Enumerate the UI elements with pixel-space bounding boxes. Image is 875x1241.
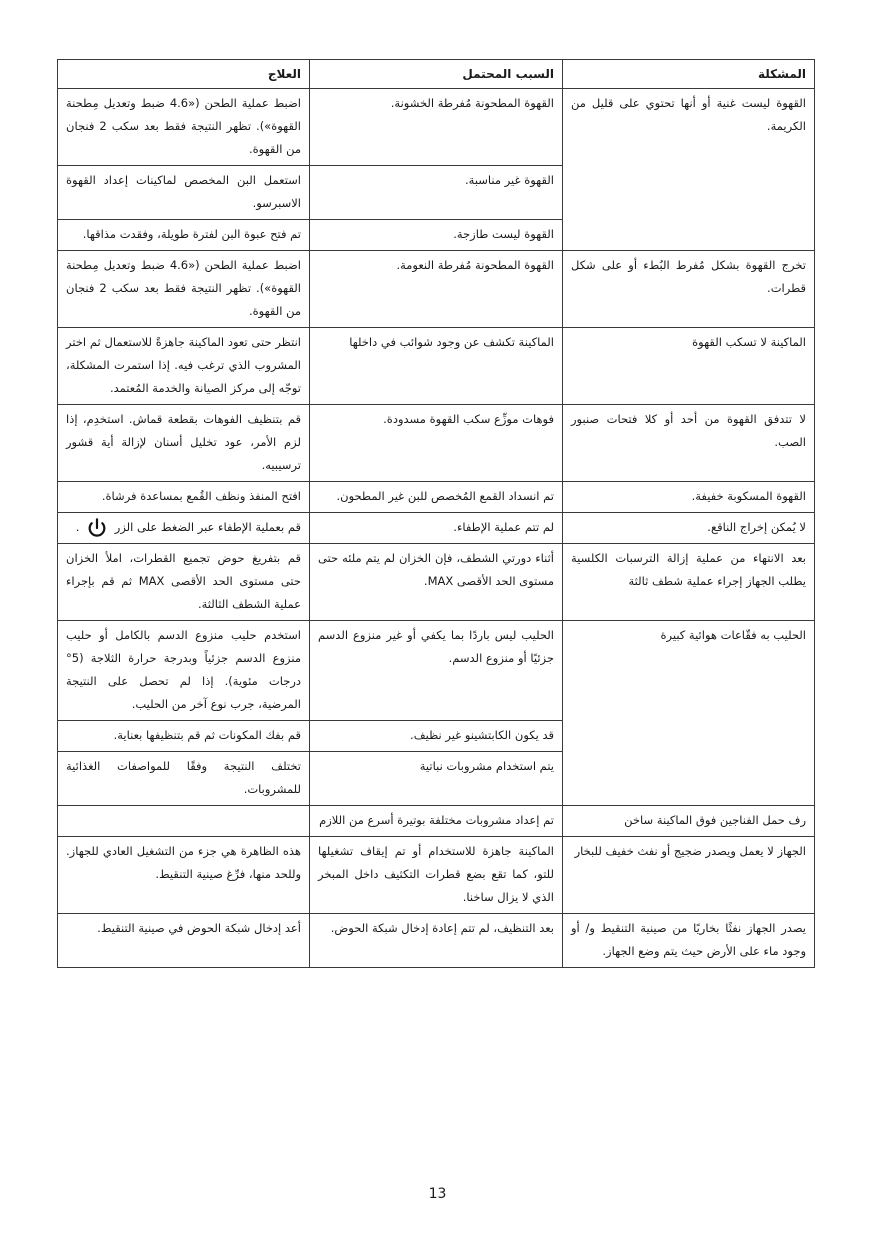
solution-cell: هذه الظاهرة هي جزء من التشغيل العادي للجهاز. وللحد منها، فرِّغ صينية التنقيط.	[58, 837, 310, 914]
solution-cell: تم فتح عبوة البن لفترة طويلة، وفقدت مذاقها.	[58, 220, 310, 251]
cause-cell: بعد التنظيف، لم تتم إعادة إدخال شبكة الحوض.	[310, 914, 563, 968]
cause-cell: الماكينة جاهزة للاستخدام أو تم إيقاف تشغيلها للتو، كما تقع بضع قطرات التكثيف داخل المبخر الذي لا يزال ساخنا.	[310, 837, 563, 914]
table-row	[58, 513, 815, 544]
cause-cell: لم تتم عملية الإطفاء.	[310, 513, 563, 544]
solution-cell: استعمل البن المخصص لماكينات إعداد القهوة الاسبرسو.	[58, 166, 310, 220]
solution-text: قم بعملية الإطفاء عبر الضغط على الزر	[114, 520, 301, 534]
problem-cell: الحليب به فقّاعات هوائية كبيرة	[563, 621, 815, 806]
solution-text-end: .	[75, 520, 80, 534]
solution-cell: أعد إدخال شبكة الحوض في صينية التنقيط.	[58, 914, 310, 968]
cause-cell: تم إعداد مشروبات مختلفة بوتيرة أسرع من اللازم	[310, 806, 563, 837]
problem-cell: الجهاز لا يعمل ويصدر ضجيج أو نفث خفيف للبخار	[563, 837, 815, 914]
solution-cell	[58, 806, 310, 837]
page-number: 13	[428, 1186, 447, 1202]
problem-cell: يصدر الجهاز نفثًا بخاريًا من صينية التنقيط و/ أو وجود ماء على الأرض حيث يتم وضع الجهاز.	[563, 914, 815, 968]
table-row	[58, 806, 815, 837]
solution-cell: قم بفك المكونات ثم قم بتنظيفها بعناية.	[58, 721, 310, 752]
cause-cell: القهوة المطحونة مُفرطة النعومة.	[310, 251, 563, 328]
cause-cell: تم انسداد القمع المُخصص للبن غير المطحون.	[310, 482, 563, 513]
table-row	[58, 914, 815, 968]
problem-cell: لا تتدفق القهوة من أحد أو كلا فتحات صنبور الصب.	[563, 405, 815, 482]
cause-cell: يتم استخدام مشروبات نباتية	[310, 752, 563, 806]
problem-cell: بعد الانتهاء من عملية إزالة الترسبات الكلسية يطلب الجهاز إجراء عملية شطف ثالثة	[563, 544, 815, 621]
header-solution: العلاج	[58, 60, 310, 89]
table-row	[58, 251, 815, 328]
cause-cell: الحليب ليس باردًا بما يكفي أو غير منزوع الدسم جزئيًا أو منزوع الدسم.	[310, 621, 563, 721]
table-row	[58, 621, 815, 721]
table-row	[58, 89, 815, 166]
table-row	[58, 544, 815, 621]
cause-cell: القهوة غير مناسبة.	[310, 166, 563, 220]
problem-cell: القهوة المسكوبة خفيفة.	[563, 482, 815, 513]
problem-cell: لا يُمكن إخراج الناقع.	[563, 513, 815, 544]
table-row	[58, 482, 815, 513]
cause-cell: الماكينة تكشف عن وجود شوائب في داخلها	[310, 328, 563, 405]
problem-cell: الماكينة لا تسكب القهوة	[563, 328, 815, 405]
solution-cell: قم بتنظيف الفوهات بقطعة قماش. استخدِم، إذا لزم الأمر، عود تخليل أسنان لإزالة أية قشور ترسيبيه.	[58, 405, 310, 482]
solution-cell: افتح المنفذ ونظف القُمع بمساعدة فرشاة.	[58, 482, 310, 513]
troubleshooting-table	[57, 59, 815, 968]
cause-cell: القهوة المطحونة مُفرطة الخشونة.	[310, 89, 563, 166]
solution-cell: تختلف النتيجة وفقًا للمواصفات الغذائية للمشروبات.	[58, 752, 310, 806]
header-cause: السبب المحتمل	[310, 60, 563, 89]
power-icon	[86, 517, 108, 539]
table-header-row	[58, 60, 815, 89]
table-row	[58, 837, 815, 914]
cause-cell: قد يكون الكابتشينو غير نظيف.	[310, 721, 563, 752]
problem-cell: تخرج القهوة بشكل مُفرط البُطء أو على شكل قطرات.	[563, 251, 815, 328]
problem-cell: رف حمل الفناجين فوق الماكينة ساخن	[563, 806, 815, 837]
table-row	[58, 405, 815, 482]
problem-cell: القهوة ليست غنية أو أنها تحتوي على قليل من الكريمة.	[563, 89, 815, 251]
cause-cell: القهوة ليست طازجة.	[310, 220, 563, 251]
header-problem: المشكلة	[563, 60, 815, 89]
solution-cell: اضبط عملية الطحن («4.6 ضبط وتعديل مِطحنة القهوة»). تظهر النتيجة فقط بعد سكب 2 فنجان من القهوة.	[58, 89, 310, 166]
table-row	[58, 328, 815, 405]
solution-cell: استخدم حليب منزوع الدسم بالكامل أو حليب منزوع الدسم جزئياً وبدرجة حرارة الثلاجة (5° درجات مئوية). إذا لم تحصل على النتيجة المرضية، جرب نوع آخر من الحليب.	[58, 621, 310, 721]
cause-cell: أثناء دورتي الشطف، فإن الخزان لم يتم ملئه حتى مستوى الحد الأقصى MAX.	[310, 544, 563, 621]
troubleshooting-table-container	[58, 59, 815, 968]
solution-cell: قم بتفريغ حوض تجميع القطرات، املأ الخزان حتى مستوى الحد الأقصى MAX ثم قم بإجراء عملية الشطف الثالثة.	[58, 544, 310, 621]
solution-cell: انتظر حتى تعود الماكينة جاهزةً للاستعمال ثم اختر المشروب الذي ترغب فيه. إذا استمرت المشكلة، توجّه إلى مركز الصيانة والخدمة المُعتمد.	[58, 328, 310, 405]
solution-cell	[58, 513, 310, 544]
solution-cell: اضبط عملية الطحن («4.6 ضبط وتعديل مِطحنة القهوة»). تظهر النتيجة فقط بعد سكب 2 فنجان من القهوة.	[58, 251, 310, 328]
cause-cell: فوهات موزِّع سكب القهوة مسدودة.	[310, 405, 563, 482]
